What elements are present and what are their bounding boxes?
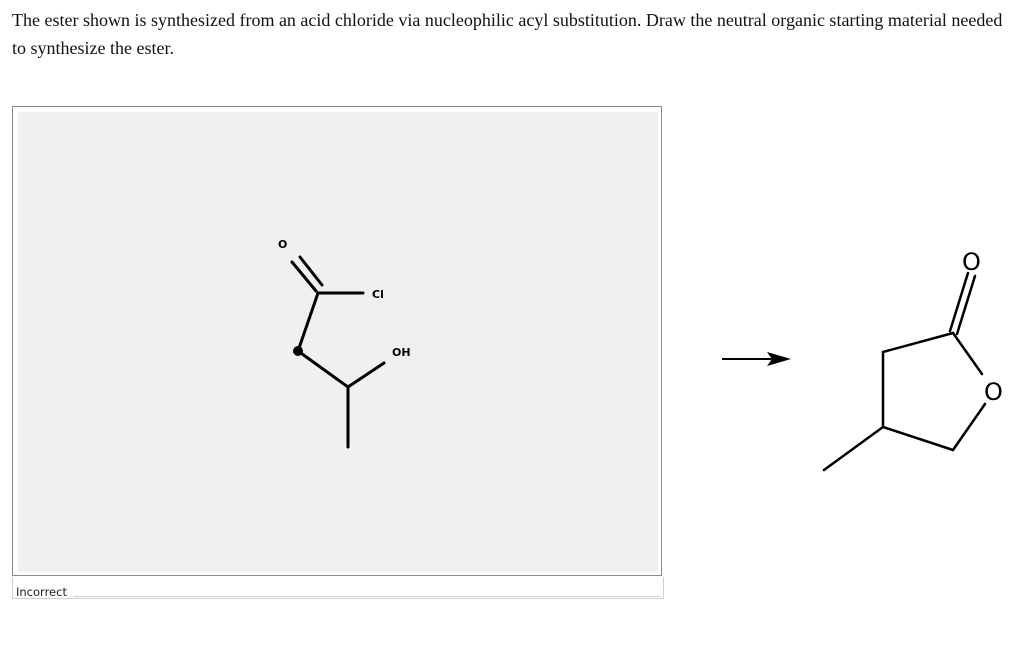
carbonyl-double-bond-a xyxy=(292,262,316,291)
oxygen-atom-label[interactable]: O xyxy=(278,238,288,251)
chain-bond-1 xyxy=(298,351,348,387)
ring-bond-bottom xyxy=(883,427,953,450)
chlorine-atom-label[interactable]: Cl xyxy=(372,288,384,301)
methyl-substituent-bond xyxy=(824,427,883,470)
drawn-molecule[interactable] xyxy=(292,257,384,447)
hydroxyl-atom-label[interactable]: OH xyxy=(392,346,411,359)
product-ester xyxy=(824,273,985,470)
product-carbonyl-oxygen-label: O xyxy=(962,248,981,276)
ring-bond-c-o xyxy=(953,333,982,374)
carbonyl-double-bond-b xyxy=(300,257,322,285)
carbonyl-double-bond-b xyxy=(957,276,975,334)
reaction-arrow xyxy=(722,352,791,366)
carbonyl-double-bond-a xyxy=(950,273,968,331)
status-incorrect-label: Incorrect xyxy=(16,585,67,599)
question-prompt: The ester shown is synthesized from an acid chloride via nucleophilic acyl substitution. Draw the neutral organic starting material needed to synthesize the ester. xyxy=(12,10,1003,58)
alpha-carbon-bond xyxy=(298,293,318,351)
selected-atom-dot[interactable] xyxy=(293,346,303,356)
ring-bond-o-c xyxy=(953,404,985,450)
ring-bond-top xyxy=(883,333,953,352)
hydroxymethyl-bond xyxy=(348,363,384,387)
product-ring-oxygen-label: O xyxy=(984,378,1003,406)
